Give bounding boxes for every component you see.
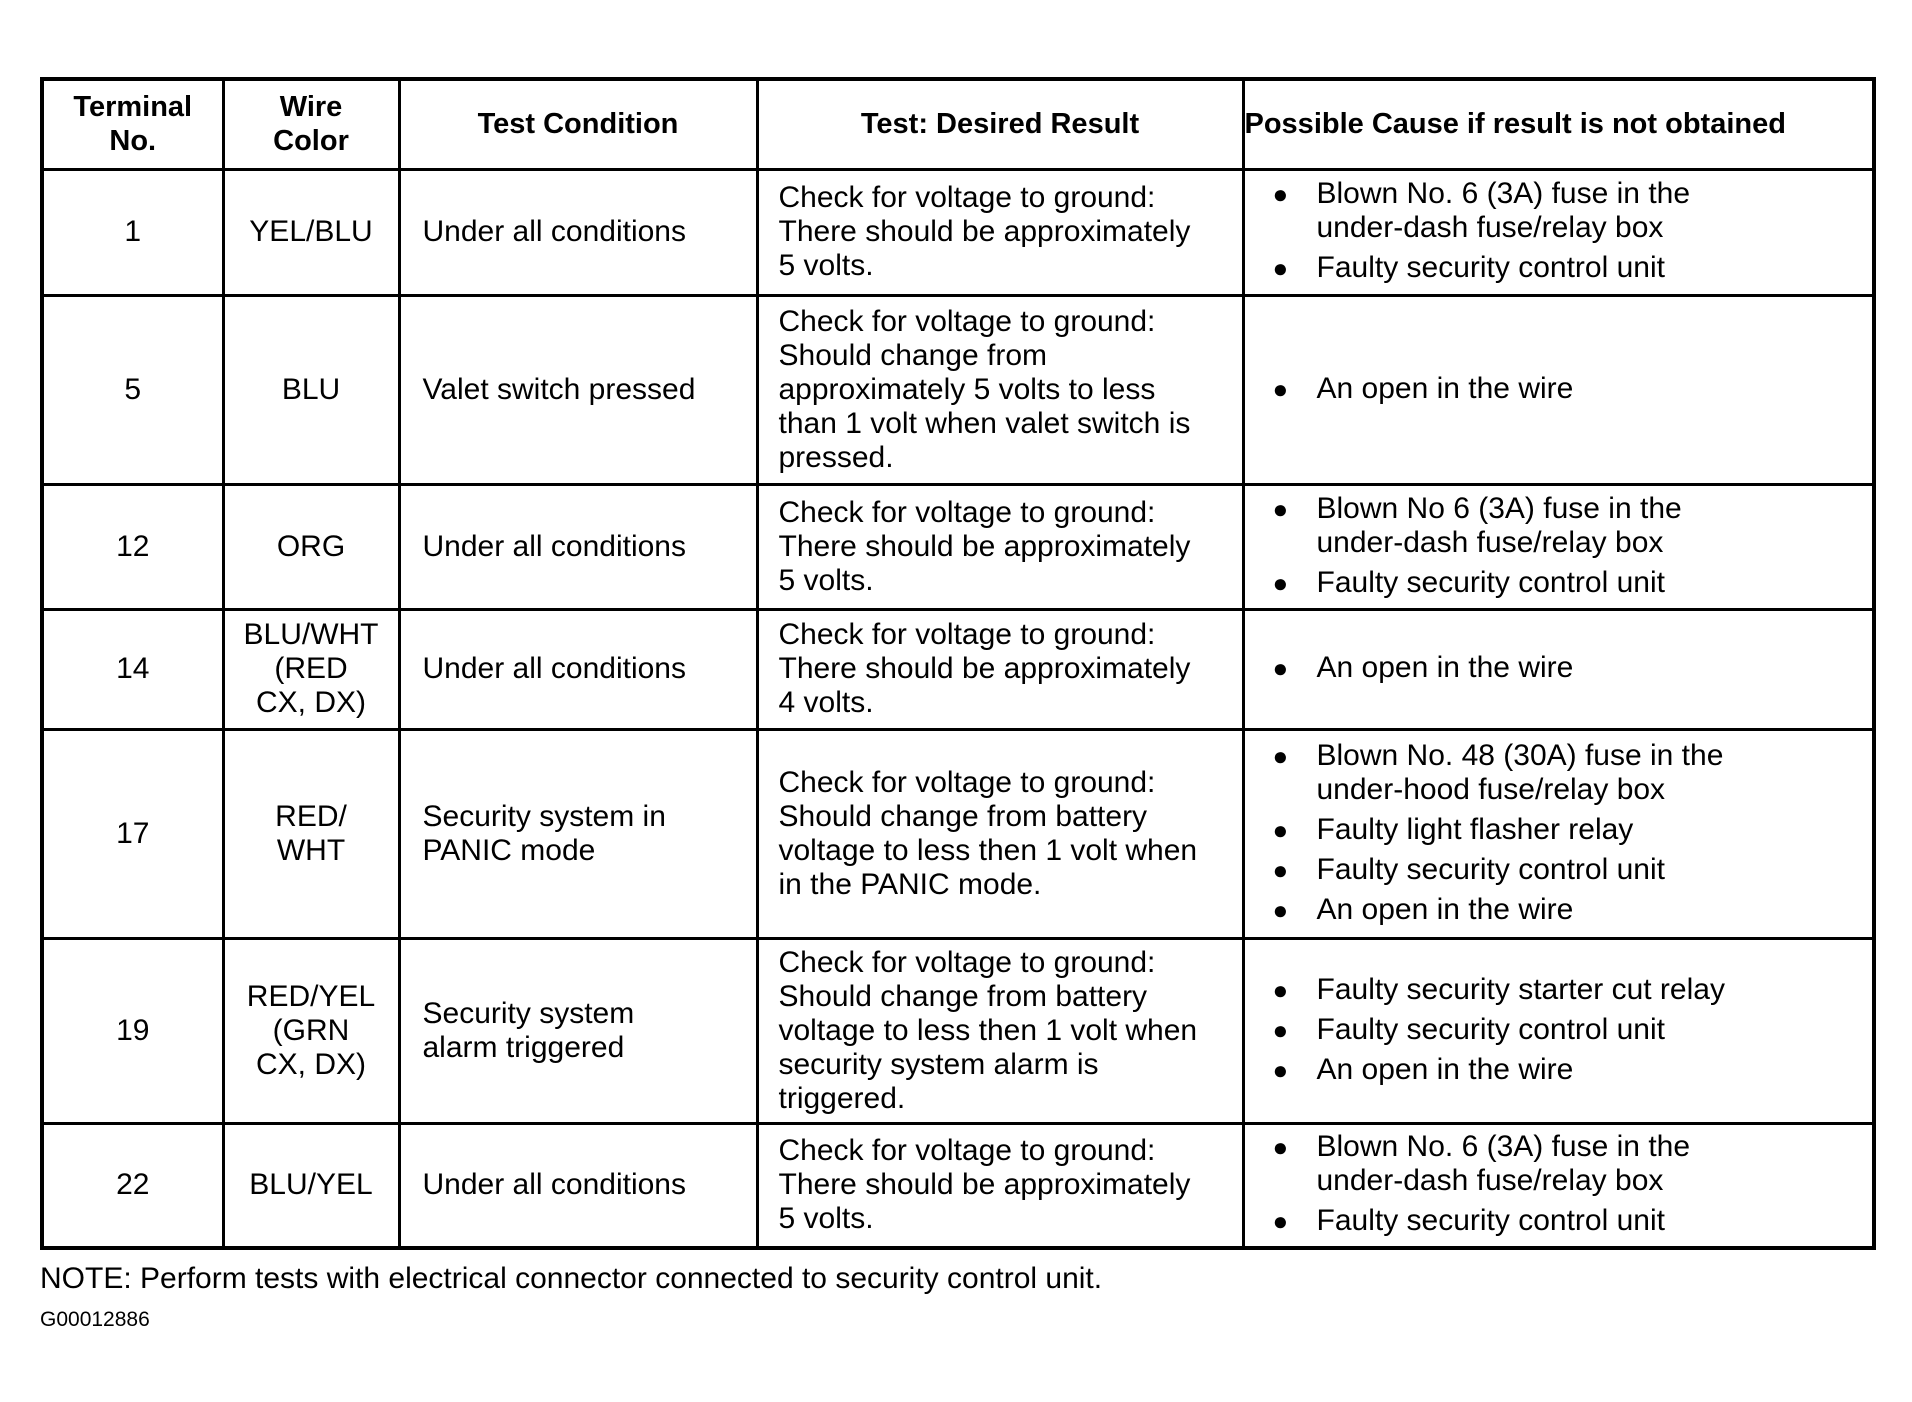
test-condition-line: Under all conditions: [422, 529, 686, 563]
cause-list: [1245, 973, 1873, 1087]
bullet-icon: ●: [1272, 1132, 1289, 1163]
wire-color-cell: [223, 295, 399, 484]
desired-result-line: in the PANIC mode.: [778, 867, 1042, 901]
desired-result-cell: [757, 295, 1243, 484]
terminal-number-cell: 22: [42, 1123, 223, 1248]
header-desired-result: Test: Desired Result: [757, 79, 1243, 169]
desired-result-line: Check for voltage to ground:: [778, 765, 1156, 799]
desired-result-line: voltage to less then 1 volt when: [778, 833, 1198, 867]
desired-result-line: 4 volts.: [778, 686, 874, 719]
bullet-icon: ●: [1272, 814, 1289, 845]
cause-list: [1245, 1130, 1873, 1238]
cause-text-line: under-dash fuse/relay box: [1316, 525, 1664, 559]
bullet-icon: ●: [1272, 974, 1289, 1005]
note-text: NOTE: Perform tests with electrical connector connected to security control unit.: [40, 1262, 1103, 1295]
desired-result-line: Check for voltage to ground:: [778, 618, 1156, 651]
test-condition-cell: [399, 729, 757, 938]
header-row: [42, 79, 1874, 169]
cause-item: [1263, 251, 1873, 285]
bullet-icon: ●: [1272, 1054, 1289, 1085]
test-condition-line: Security system: [422, 996, 635, 1030]
test-condition-line: PANIC mode: [422, 833, 596, 867]
cause-text-line: An open in the wire: [1316, 371, 1574, 405]
table-row: [42, 1123, 1874, 1248]
cause-list: [1245, 177, 1873, 285]
wire-color-cell: [223, 729, 399, 938]
terminal-number-cell: 17: [42, 729, 223, 938]
cause-text-line: Faulty security starter cut relay: [1316, 972, 1725, 1006]
header-terminal-no: [42, 79, 223, 169]
bullet-icon: ●: [1272, 179, 1289, 209]
possible-cause-cell: [1243, 295, 1874, 484]
cause-item: [1263, 813, 1873, 847]
possible-cause-cell: [1243, 609, 1874, 729]
cause-text-line: Faulty security control unit: [1316, 1204, 1665, 1238]
desired-result-cell: [757, 484, 1243, 609]
cause-item: [1263, 853, 1873, 887]
bullet-icon: ●: [1272, 1206, 1289, 1237]
cause-text-line: Blown No. 6 (3A) fuse in the: [1316, 177, 1691, 210]
terminal-number-cell: 12: [42, 484, 223, 609]
cause-item: [1263, 739, 1873, 807]
desired-result-line: 5 volts.: [778, 563, 874, 597]
terminal-number-cell: 5: [42, 295, 223, 484]
wire-color-line: BLU/WHT: [243, 618, 379, 651]
desired-result-line: triggered.: [778, 1081, 906, 1115]
wire-color-line: RED/: [275, 799, 347, 833]
table-row: [42, 169, 1874, 295]
header-possible-cause: Possible Cause if result is not obtained: [1243, 79, 1874, 169]
test-condition-cell: [399, 609, 757, 729]
table-row: [42, 484, 1874, 609]
bullet-icon: ●: [1272, 1014, 1289, 1045]
bullet-icon: ●: [1272, 854, 1289, 885]
terminal-number-cell: 14: [42, 609, 223, 729]
wire-color-line: (GRN: [272, 1013, 350, 1047]
cause-text-line: under-dash fuse/relay box: [1316, 1164, 1664, 1198]
bullet-icon: ●: [1272, 567, 1289, 598]
desired-result-line: security system alarm is: [778, 1047, 1099, 1081]
wire-color-line: CX, DX): [255, 686, 366, 719]
desired-result-line: approximately 5 volts to less: [778, 372, 1156, 406]
test-condition-cell: [399, 169, 757, 295]
wire-color-line: (RED: [274, 652, 348, 685]
desired-result-line: voltage to less then 1 volt when: [778, 1013, 1198, 1047]
cause-text-line: An open in the wire: [1316, 651, 1574, 684]
desired-result-line: There should be approximately: [778, 652, 1191, 685]
terminal-number-cell: 1: [42, 169, 223, 295]
cause-text-line: under-hood fuse/relay box: [1316, 772, 1666, 806]
test-condition-line: alarm triggered: [422, 1030, 625, 1064]
wire-color-cell: [223, 169, 399, 295]
header-test-condition: Test Condition: [399, 79, 757, 169]
cause-item: [1263, 1013, 1873, 1047]
bullet-icon: ●: [1272, 894, 1289, 925]
cause-text-line: An open in the wire: [1316, 892, 1574, 926]
test-condition-line: Valet switch pressed: [422, 372, 696, 406]
bullet-icon: ●: [1272, 373, 1289, 404]
cause-item: [1263, 177, 1873, 245]
cause-text-line: Faulty security control unit: [1316, 251, 1665, 284]
wire-color-line: WHT: [276, 833, 346, 867]
possible-cause-cell: [1243, 484, 1874, 609]
test-condition-line: Under all conditions: [422, 215, 686, 248]
cause-item: [1263, 973, 1873, 1007]
cause-item: [1263, 1053, 1873, 1087]
desired-result-line: There should be approximately: [778, 529, 1191, 563]
cause-text-line: Faulty security control unit: [1316, 565, 1665, 599]
desired-result-line: There should be approximately: [778, 215, 1191, 248]
wire-color-line: YEL/BLU: [249, 215, 373, 248]
wire-color-line: ORG: [276, 529, 346, 563]
wire-color-cell: [223, 484, 399, 609]
desired-result-line: Check for voltage to ground:: [778, 945, 1156, 979]
terminal-test-table: [40, 77, 1876, 1250]
header-terminal-line: Terminal: [73, 91, 193, 124]
cause-list: [1245, 492, 1873, 600]
wire-color-cell: [223, 938, 399, 1123]
cause-item: [1263, 893, 1873, 927]
desired-result-line: There should be approximately: [778, 1168, 1191, 1202]
desired-result-line: 5 volts.: [778, 249, 874, 282]
cause-item: [1263, 372, 1873, 406]
desired-result-line: Check for voltage to ground:: [778, 304, 1156, 338]
possible-cause-cell: [1243, 938, 1874, 1123]
test-condition-cell: [399, 484, 757, 609]
possible-cause-cell: [1243, 729, 1874, 938]
cause-item: [1263, 566, 1873, 600]
possible-cause-cell: [1243, 1123, 1874, 1248]
test-condition-line: Security system in: [422, 799, 666, 833]
desired-result-line: than 1 volt when valet switch is: [778, 406, 1191, 440]
possible-cause-cell: [1243, 169, 1874, 295]
wire-color-line: CX, DX): [255, 1047, 366, 1081]
cause-text-line: under-dash fuse/relay box: [1316, 211, 1664, 244]
wire-color-cell: [223, 609, 399, 729]
bullet-icon: ●: [1272, 493, 1289, 524]
desired-result-line: Should change from battery: [778, 799, 1148, 833]
cause-list: [1245, 372, 1873, 406]
cause-text-line: An open in the wire: [1316, 1052, 1574, 1086]
test-condition-cell: [399, 295, 757, 484]
wire-color-line: BLU: [281, 372, 341, 406]
test-condition-line: Under all conditions: [422, 1168, 686, 1202]
test-condition-cell: [399, 1123, 757, 1248]
cause-text-line: Faulty security control unit: [1316, 852, 1665, 886]
desired-result-cell: [757, 609, 1243, 729]
table-row: [42, 938, 1874, 1123]
wire-color-line: BLU/YEL: [249, 1168, 373, 1202]
desired-result-cell: [757, 729, 1243, 938]
cause-list: [1245, 651, 1873, 685]
desired-result-line: 5 volts.: [778, 1202, 874, 1236]
test-condition-cell: [399, 938, 757, 1123]
table-row: [42, 729, 1874, 938]
cause-text-line: Faulty security control unit: [1316, 1012, 1665, 1046]
desired-result-line: Check for voltage to ground:: [778, 1134, 1156, 1168]
table-row: [42, 609, 1874, 729]
header-terminal-line: No.: [109, 125, 157, 158]
desired-result-cell: [757, 1123, 1243, 1248]
test-condition-line: Under all conditions: [422, 652, 686, 685]
cause-list: [1245, 739, 1873, 927]
desired-result-line: Should change from battery: [778, 979, 1148, 1013]
header-wire-color: [223, 79, 399, 169]
cause-text-line: Blown No. 48 (30A) fuse in the: [1316, 738, 1724, 772]
desired-result-cell: [757, 169, 1243, 295]
cause-item: [1263, 492, 1873, 560]
header-wire-line: Wire: [279, 91, 343, 124]
bullet-icon: ●: [1272, 653, 1289, 683]
cause-item: [1263, 1204, 1873, 1238]
header-wire-line: Color: [273, 125, 349, 158]
cause-item: [1263, 1130, 1873, 1198]
desired-result-line: Should change from: [778, 338, 1048, 372]
cause-text-line: Blown No. 6 (3A) fuse in the: [1316, 1130, 1691, 1164]
cause-text-line: Blown No 6 (3A) fuse in the: [1316, 491, 1682, 525]
table-row: [42, 295, 1874, 484]
desired-result-line: pressed.: [778, 440, 894, 474]
cause-item: [1263, 651, 1873, 685]
wire-color-cell: [223, 1123, 399, 1248]
terminal-number-cell: 19: [42, 938, 223, 1123]
bullet-icon: ●: [1272, 253, 1289, 283]
desired-result-line: Check for voltage to ground:: [778, 495, 1156, 529]
desired-result-cell: [757, 938, 1243, 1123]
cause-text-line: Faulty light flasher relay: [1316, 812, 1634, 846]
desired-result-line: Check for voltage to ground:: [778, 181, 1156, 214]
figure-code: G00012886: [40, 1308, 150, 1331]
wire-color-line: RED/YEL: [246, 979, 376, 1013]
bullet-icon: ●: [1272, 740, 1289, 771]
